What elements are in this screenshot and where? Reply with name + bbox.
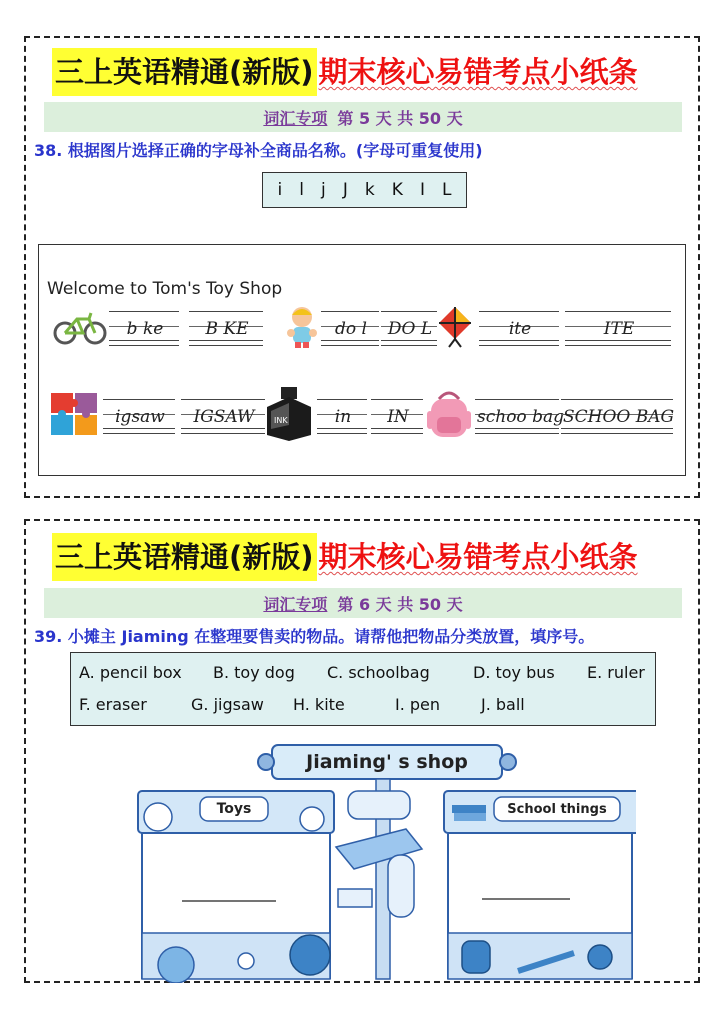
toys-label: Toys xyxy=(216,801,252,817)
letter: l xyxy=(299,180,305,200)
shop-drawing xyxy=(126,743,636,983)
card-title xyxy=(52,533,638,581)
toy-shop-box xyxy=(38,244,686,476)
question-39: 39. 小摊主 Jiaming 在整理要售卖的物品。请帮他把物品分类放置，填序号。 xyxy=(34,627,595,646)
option: C. schoolbag xyxy=(327,663,430,682)
word-blank[interactable]: ite xyxy=(479,311,559,341)
question-38: 38. 根据图片选择正确的字母补全商品名称。(字母可重复使用) xyxy=(34,141,483,160)
letter: i xyxy=(277,180,283,200)
worksheet-card-38 xyxy=(24,36,700,498)
letter: L xyxy=(441,180,452,200)
option: B. toy dog xyxy=(213,663,295,682)
options-box xyxy=(70,652,656,726)
option: D. toy bus xyxy=(473,663,555,682)
day-label: 第 5 天 共 50 天 xyxy=(337,108,463,128)
word-blank[interactable]: IN xyxy=(371,399,423,429)
shop-illustration xyxy=(126,743,636,985)
letter: J xyxy=(342,180,348,200)
kite-icon xyxy=(437,305,473,349)
option: I. pen xyxy=(395,695,441,714)
option: F. eraser xyxy=(79,695,147,714)
bicycle-icon xyxy=(53,309,107,345)
vocab-label: 词汇专项 xyxy=(263,594,328,614)
title-red: 期末核心易错考点小纸条 xyxy=(318,55,638,89)
option: A. pencil box xyxy=(79,663,182,682)
option: E. ruler xyxy=(587,663,645,682)
shop-title: Jiaming' s shop xyxy=(306,751,468,773)
title-highlight: 三上英语精通(新版) xyxy=(52,533,317,581)
word-blank[interactable]: B KE xyxy=(189,311,263,341)
word-blank[interactable]: ITE xyxy=(565,311,671,341)
worksheet-card-39 xyxy=(24,519,700,983)
word-blank[interactable]: schoo bag xyxy=(475,399,559,429)
word-blank[interactable]: SCHOO BAG xyxy=(561,399,673,429)
welcome-text: Welcome to Tom's Toy Shop xyxy=(47,279,283,299)
title-red: 期末核心易错考点小纸条 xyxy=(318,540,638,574)
toys-answer-blank[interactable] xyxy=(182,883,276,901)
letter: I xyxy=(419,180,425,200)
vocab-label: 词汇专项 xyxy=(263,108,328,128)
doll-icon xyxy=(283,305,321,349)
letter: k xyxy=(364,180,375,200)
option: J. ball xyxy=(481,695,525,714)
ink-icon xyxy=(263,385,315,443)
day-label: 第 6 天 共 50 天 xyxy=(337,594,463,614)
option: G. jigsaw xyxy=(191,695,264,714)
schoolbag-icon xyxy=(425,389,473,441)
school-things-answer-blank[interactable] xyxy=(482,881,570,899)
word-blank[interactable]: IGSAW xyxy=(181,399,265,429)
word-blank[interactable]: DO L xyxy=(381,311,437,341)
card-title xyxy=(52,48,638,96)
title-highlight: 三上英语精通(新版) xyxy=(52,48,317,96)
jigsaw-icon xyxy=(49,391,101,439)
word-blank[interactable]: do l xyxy=(321,311,379,341)
subtitle-bar xyxy=(44,102,682,132)
word-blank[interactable]: in xyxy=(317,399,367,429)
subtitle-bar xyxy=(44,588,682,618)
word-blank[interactable]: igsaw xyxy=(103,399,175,429)
letter: K xyxy=(391,180,403,200)
school-things-label: School things xyxy=(507,801,607,817)
option: H. kite xyxy=(293,695,345,714)
letter-bank xyxy=(262,172,467,208)
svg-text:INK: INK xyxy=(274,416,288,425)
word-blank[interactable]: b ke xyxy=(109,311,179,341)
letter: j xyxy=(321,180,326,200)
